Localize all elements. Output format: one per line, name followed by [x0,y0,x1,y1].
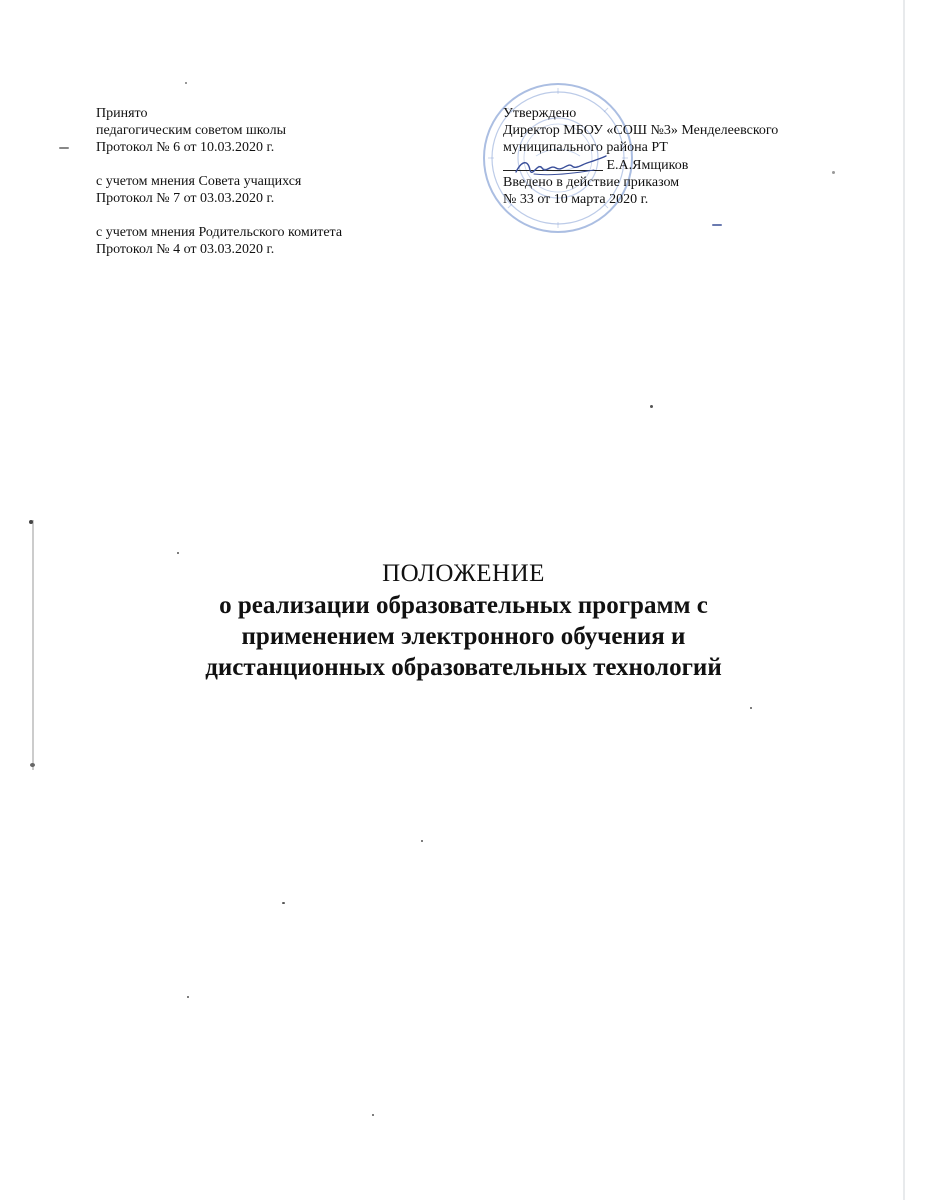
council-line: педагогическим советом школы [96,123,287,138]
scan-speck [177,552,179,554]
scan-speck [650,405,653,408]
scan-speck [187,996,189,998]
title-heading: ПОЛОЖЕНИЕ [382,560,545,587]
scan-speck [712,224,722,226]
signature-underline [503,156,603,171]
council-protocol: Протокол № 6 от 10.03.2020 г. [96,140,275,155]
scan-speck [421,840,423,842]
scan-speck [750,707,752,709]
scan-speck [29,520,33,524]
parent-committee-line: с учетом мнения Родительского комитета [96,225,343,240]
title-subtitle-line-3: дистанционных образовательных технологий [205,654,722,681]
order-line: № 33 от 10 марта 2020 г. [503,192,649,207]
scan-speck [30,763,35,767]
approval-block-left [96,105,416,258]
parent-committee-protocol: Протокол № 4 от 03.03.2020 г. [96,242,275,257]
signer-name: Е.А.Ямщиков [606,158,689,173]
approved-label: Утверждено [503,106,577,121]
scan-speck [282,902,285,904]
student-council-line: с учетом мнения Совета учащихся [96,174,302,189]
approval-block-right [503,105,863,208]
title-subtitle-line-1: о реализации образовательных программ с [219,592,708,619]
scan-speck [185,82,187,84]
scan-speck [372,1114,374,1116]
scan-speck [59,147,69,149]
scan-speck [832,171,835,174]
student-council-protocol: Протокол № 7 от 03.03.2020 г. [96,191,275,206]
district-line: муниципального района РТ [503,140,668,155]
director-line: Директор МБОУ «СОШ №3» Менделеевского [503,123,779,138]
enacted-line: Введено в действие приказом [503,175,680,190]
document-title [0,558,927,683]
signature-row [503,156,863,174]
accepted-label: Принято [96,106,148,121]
title-subtitle-line-2: применением электронного обучения и [241,623,686,650]
